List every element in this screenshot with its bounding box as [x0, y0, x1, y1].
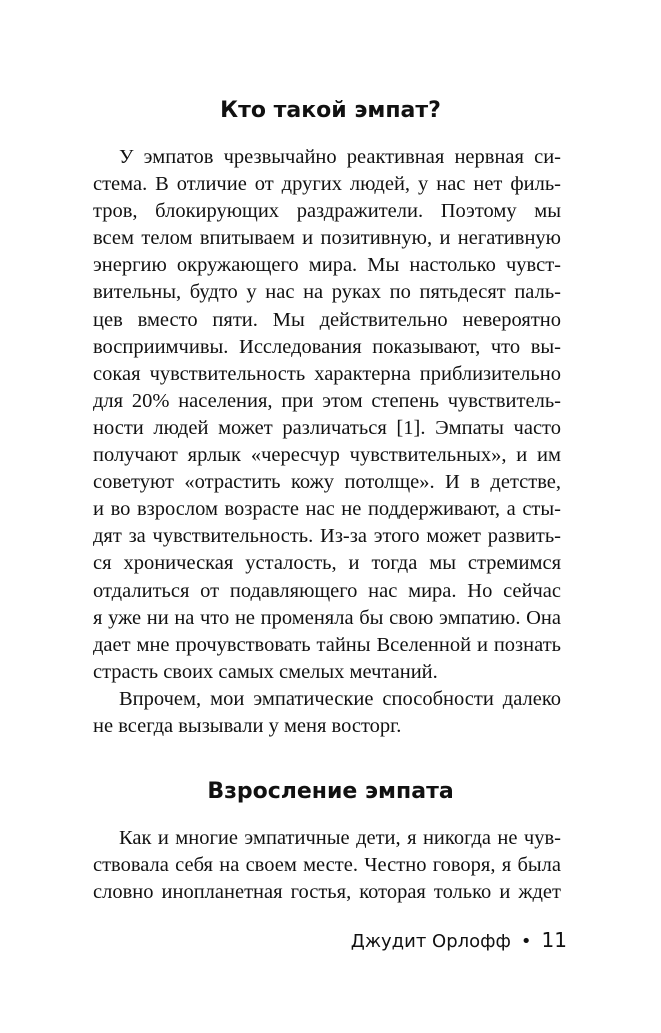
text-line: словно инопланетная гостья, которая только и ждет [93, 881, 561, 904]
text-line: энергию окружающего мира. Мы настолько чувст- [93, 254, 561, 277]
text-line: Впрочем, мои эмпатические способности далеко [119, 687, 561, 710]
text-line: ся хроническая усталость, и тогда мы стремимся [93, 552, 561, 575]
text-line: стема. В отличие от других людей, у нас нет филь- [93, 173, 561, 196]
section-heading-empath: Кто такой эмпат? [220, 98, 441, 123]
text-line: получают ярлык «чересчур чувствительных», и им [93, 444, 561, 467]
page-number: 11 [541, 928, 567, 952]
text-line: и во взрослом возрасте нас не поддерживают, а сты- [93, 498, 561, 521]
text-line: восприимчивы. Исследования показывают, что вы- [93, 335, 561, 358]
text-line: Как и многие эмпатичные дети, я никогда не чув- [119, 827, 561, 849]
text-line: всем телом впитываем и позитивную, и негативную [93, 227, 561, 250]
text-line: я уже ни на что не променяла бы свою эмпатию. Она [93, 606, 561, 629]
text-line: страсть своих самых смелых мечтаний. [93, 660, 438, 683]
text-line: не всегда вызывали у меня восторг. [93, 714, 402, 737]
text-line: ности людей может различаться [1]. Эмпаты часто [93, 416, 561, 439]
page-footer [351, 927, 567, 955]
section-heading-growing-up: Взросление эмпата [207, 779, 454, 804]
text-line: У эмпатов чрезвычайно реактивная нервная си- [119, 146, 561, 168]
text-line: цев вместо пяти. Мы действительно невероятно [93, 308, 561, 331]
running-author: Джудит Орлофф [350, 931, 511, 952]
text-line: отдалиться от подавляющего нас мира. Но сейчас [93, 579, 561, 602]
text-line: дят за чувствительность. Из-за этого может развить- [93, 525, 561, 548]
text-line: советуют «отрастить кожу потолще». И в детстве, [93, 471, 561, 494]
bullet-separator: • [520, 931, 532, 952]
text-line: для 20% населения, при этом степень чувствитель- [93, 389, 561, 412]
text-line: дает мне прочувствовать тайны Вселенной и познать [93, 633, 561, 656]
section-body-growing-up [93, 825, 561, 906]
text-line: сокая чувствительность характерна приблизительно [93, 362, 561, 385]
text-line: ствовала себя на своем месте. Честно говоря, я была [93, 854, 561, 877]
text-line: вительны, будто у нас на руках по пятьдесят паль- [93, 281, 561, 304]
text-line: тров, блокирующих раздражители. Поэтому мы [93, 200, 561, 223]
section-body-empath [93, 144, 561, 740]
